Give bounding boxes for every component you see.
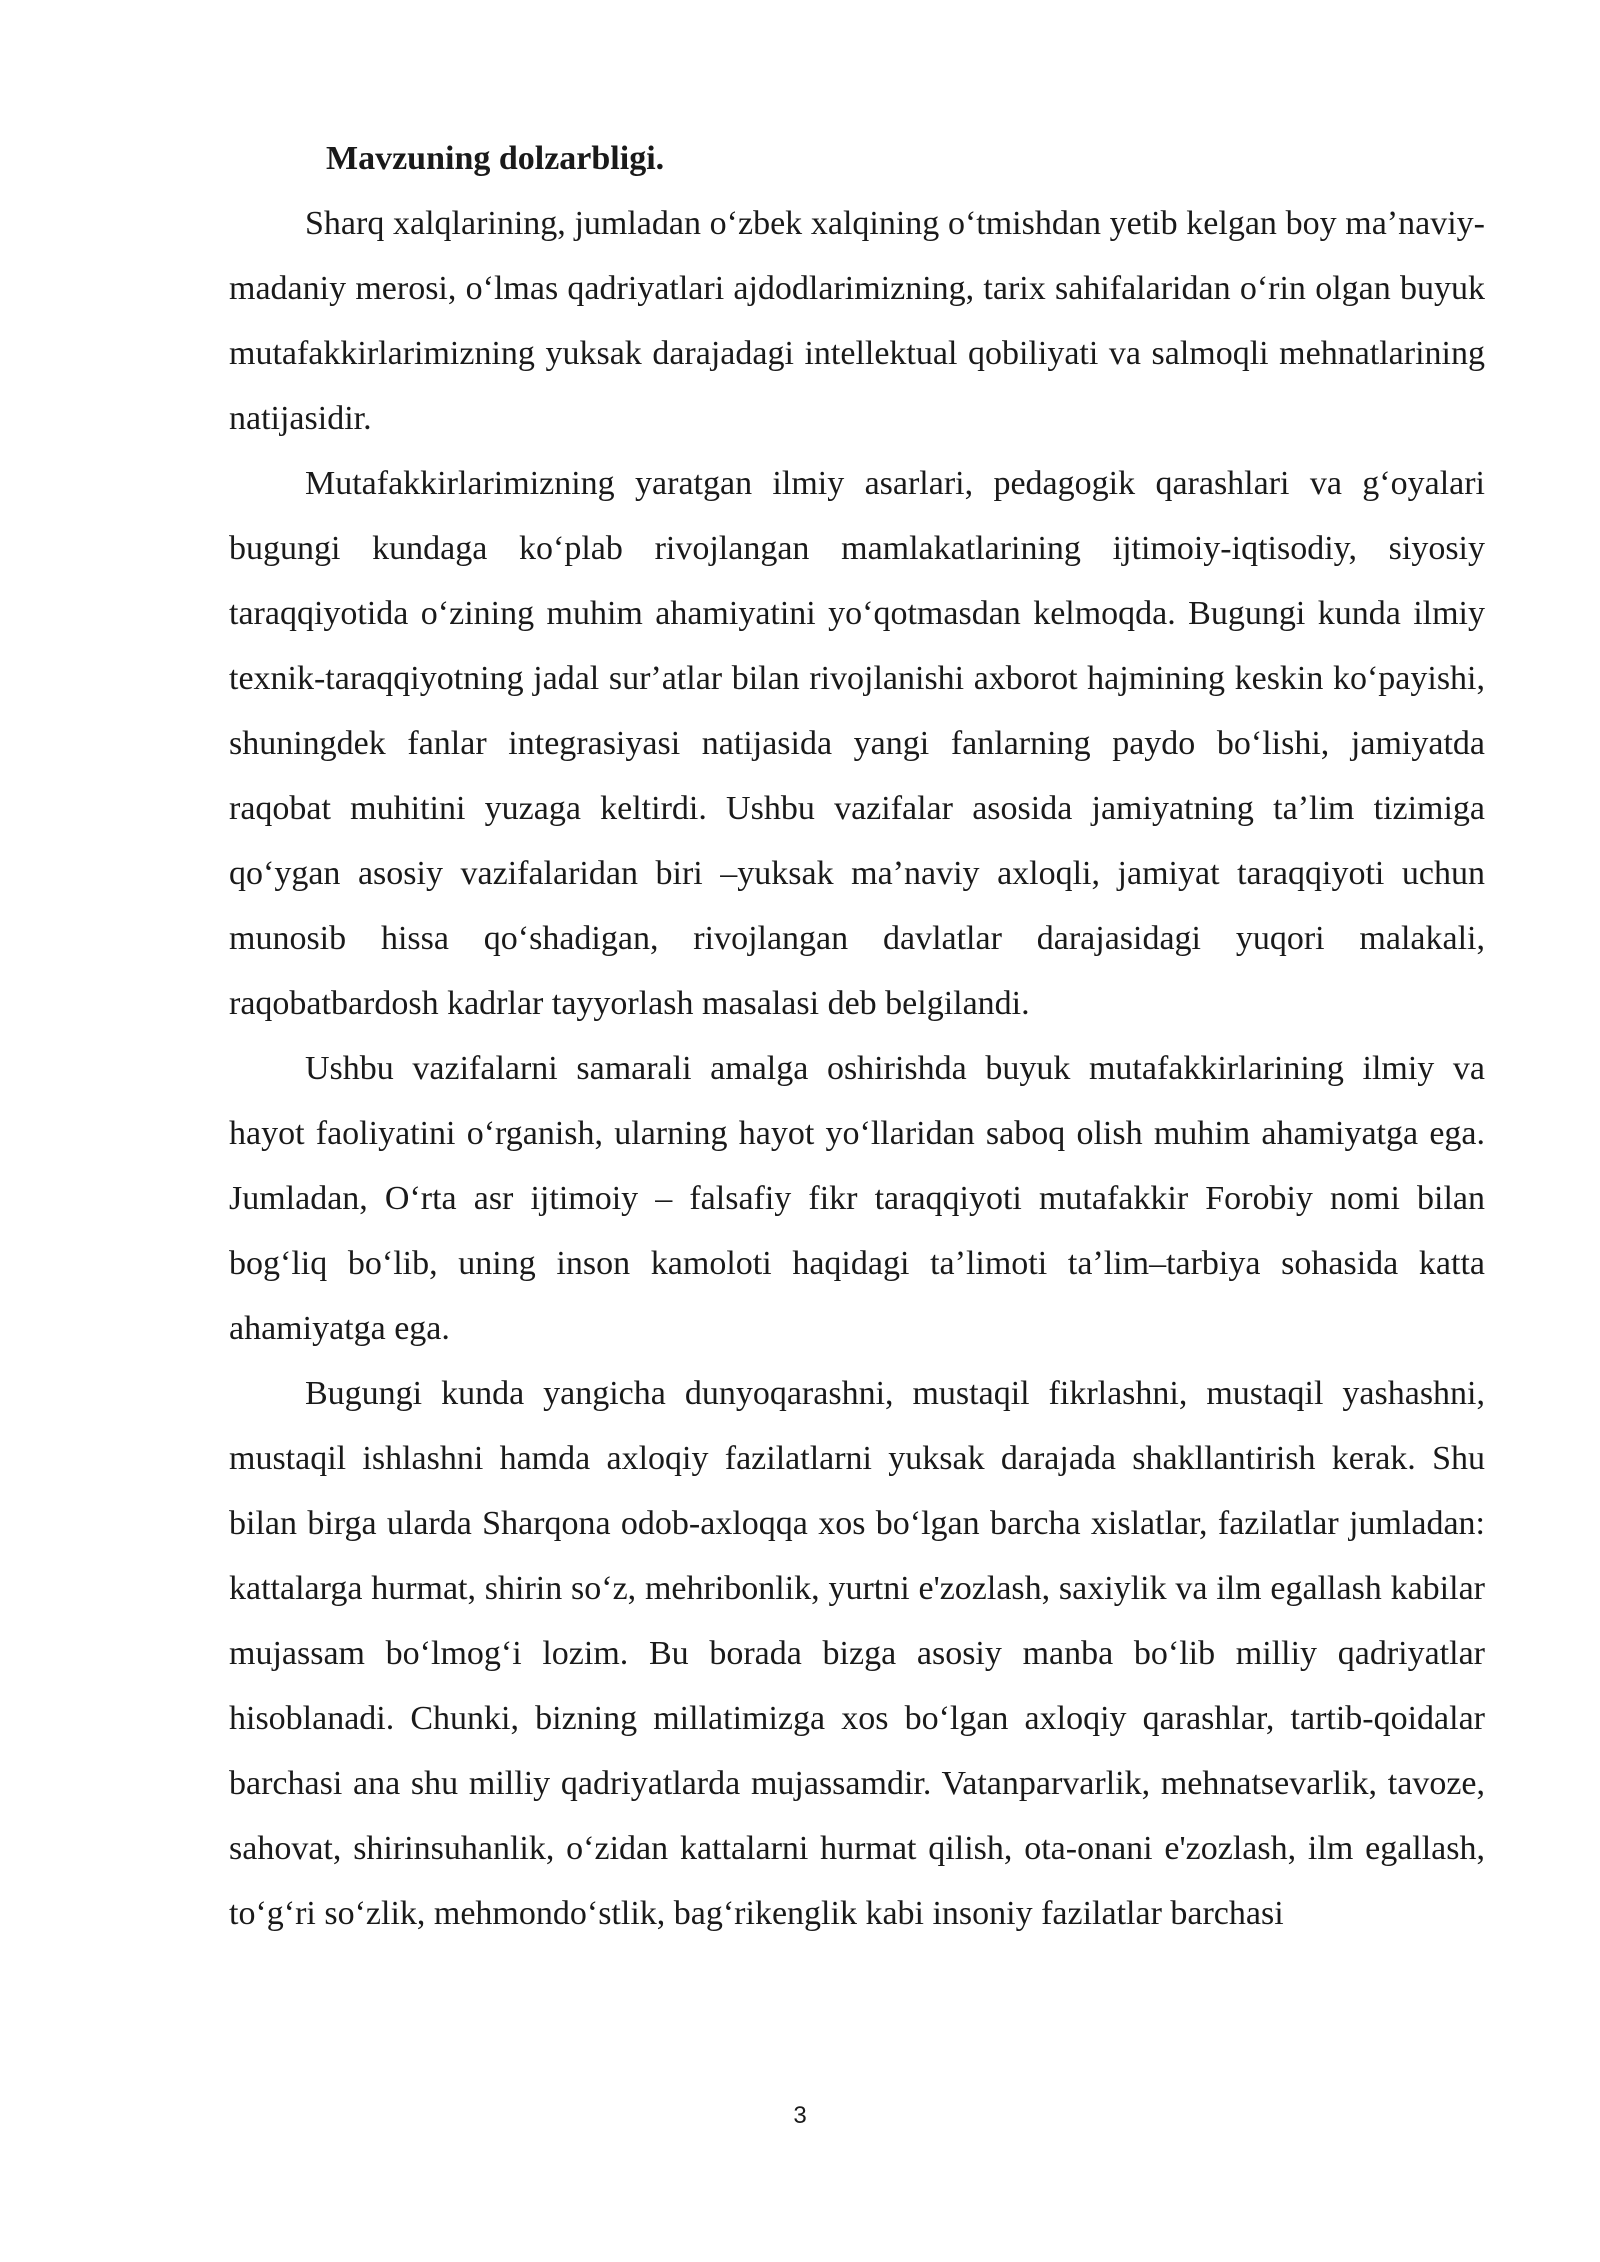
page-number: 3 <box>793 2102 807 2129</box>
paragraph-4: Bugungi kunda yangicha dunyoqarashni, mustaqil fikrlashni, mustaqil yashashni, mustaqil ishlashni hamda axloqiy fazilatlarni yuksak darajada shakllantirish kerak. Shu bilan birga ularda Sharqona odob-axloqqa xos boʻlgan barcha xislatlar, fazilatlar jumladan: kattalarga hurmat, shirin soʻz, mehribonlik, yurtni e'zozlash, saxiylik va ilm egallash kabilar mujassam boʻlmogʻi lozim. Bu borada bizga asosiy manba boʻlib milliy qadriyatlar hisoblanadi. Chunki, bizning millatimizga xos boʻlgan axloqiy qarashlar, tartib-qoidalar barchasi ana shu milliy qadriyatlarda mujassamdir. Vatanparvarlik, mehnatsevarlik, tavoze, sahovat, shirinsuhanlik, oʻzidan kattalarni hurmat qilish, ota-onani e'zozlash, ilm egallash, toʻgʻri soʻzlik, mehmondoʻstlik, bagʻrikenglik kabi insoniy fazilatlar barchasi <box>229 1375 1485 1932</box>
paragraph-2: Mutafakkirlarimizning yaratgan ilmiy asarlari, pedagogik qarashlari va gʻoyalari bugungi kundaga koʻplab rivojlangan mamlakatlarining ijtimoiy-iqtisodiy, siyosiy taraqqiyotida oʻzining muhim ahamiyatini yoʻqotmasdan kelmoqda. Bugungi kunda ilmiy texnik-taraqqiyotning jadal surʼatlar bilan rivojlanishi axborot hajmining keskin koʻpayishi, shuningdek fanlar integrasiyasi natijasida yangi fanlarning paydo boʻlishi, jamiyatda raqobat muhitini yuzaga keltirdi. Ushbu vazifalar asosida jamiyatning taʼlim tizimiga qoʻygan asosiy vazifalaridan biri –yuksak maʼnaviy axloqli, jamiyat taraqqiyoti uchun munosib hissa qoʻshadigan, rivojlangan davlatlar darajasidagi yuqori malakali, raqobatbardosh kadrlar tayyorlash masalasi deb belgilandi. <box>229 465 1485 1022</box>
document-body <box>229 126 1485 1946</box>
section-heading: Mavzuning dolzarbligi. <box>326 140 665 177</box>
paragraph-3: Ushbu vazifalarni samarali amalga oshirishda buyuk mutafakkirlarining ilmiy va hayot faoliyatini oʻrganish, ularning hayot yoʻllaridan saboq olish muhim ahamiyatga ega. Jumladan, Oʻrta asr ijtimoiy – falsafiy fikr taraqqiyoti mutafakkir Forobiy nomi bilan bogʻliq boʻlib, uning inson kamoloti haqidagi taʼlimoti taʼlim–tarbiya sohasida katta ahamiyatga ega. <box>229 1050 1485 1347</box>
paragraph-1: Sharq xalqlarining, jumladan oʻzbek xalqining oʻtmishdan yetib kelgan boy maʼnaviy-madaniy merosi, oʻlmas qadriyatlari ajdodlarimizning, tarix sahifalaridan oʻrin olgan buyuk mutafakkirlarimizning yuksak darajadagi intellektual qobiliyati va salmoqli mehnatlarining natijasidir. <box>229 205 1485 437</box>
